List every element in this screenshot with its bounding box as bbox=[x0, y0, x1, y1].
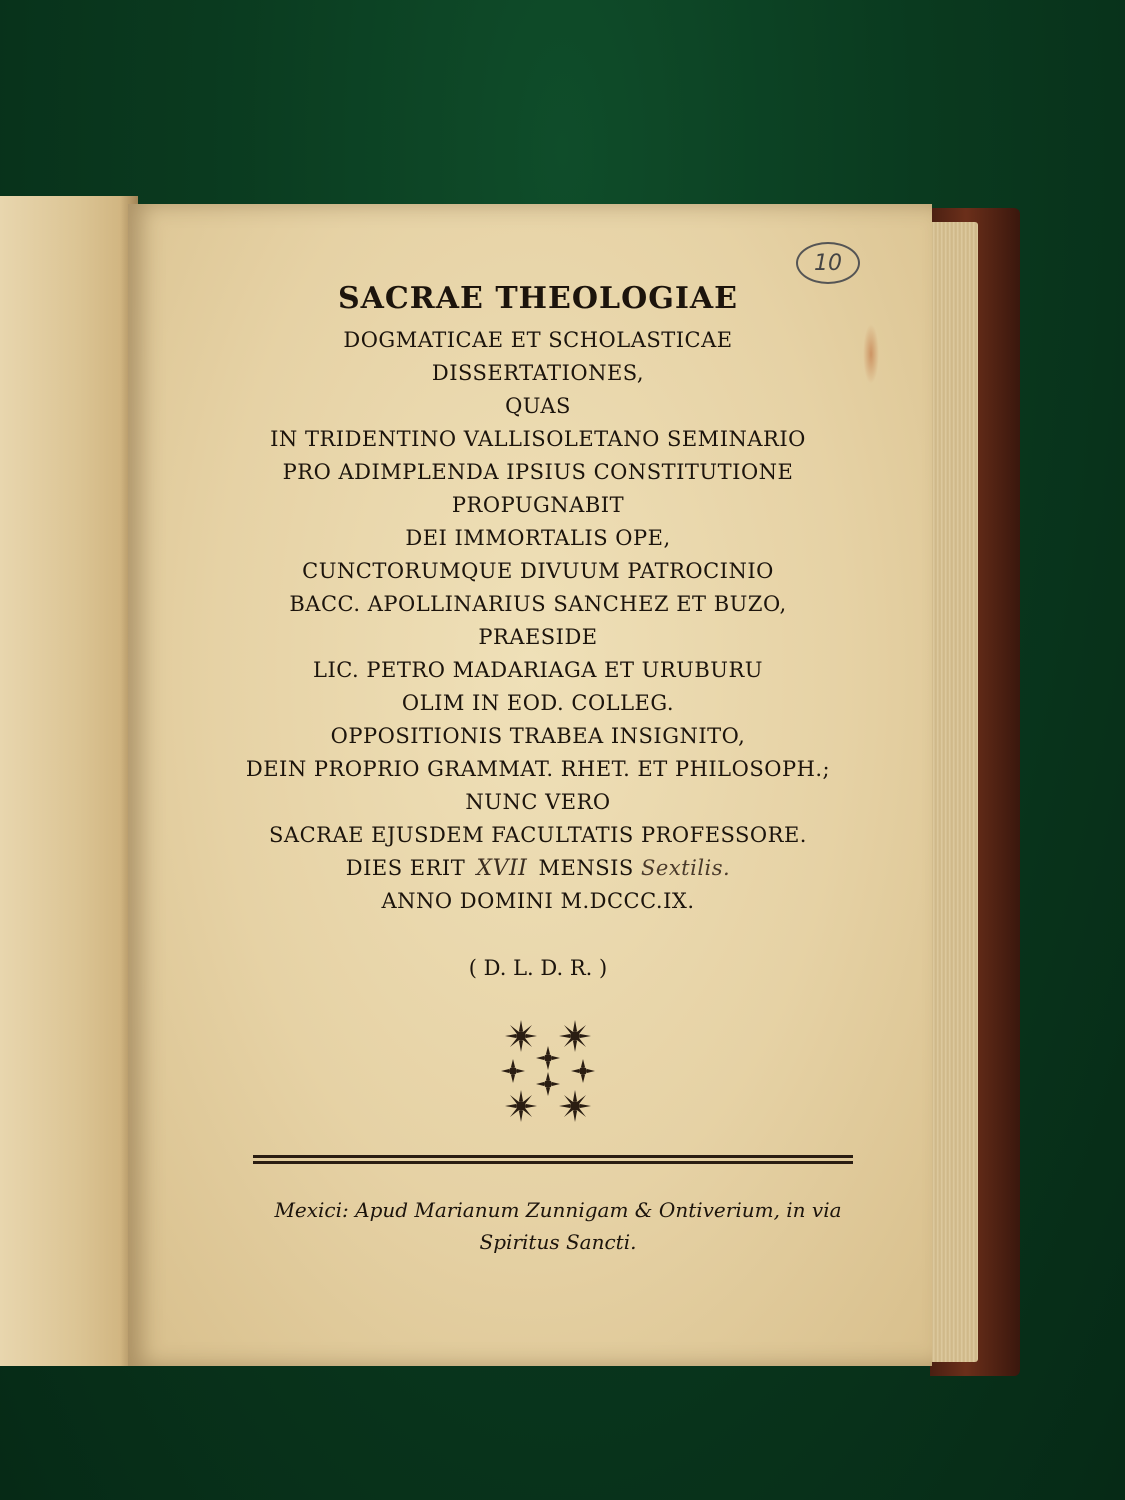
title-line: DISSERTATIONES, bbox=[431, 361, 645, 385]
abbreviation: ( D. L. D. R. ) bbox=[468, 956, 608, 980]
title-line: DEIN PROPRIO GRAMMAT. RHET. ET PHILOSOPH.; bbox=[245, 757, 831, 781]
left-page bbox=[0, 196, 138, 1366]
title-line: IN TRIDENTINO VALLISOLETANO SEMINARIO bbox=[270, 427, 806, 451]
date-line bbox=[188, 858, 888, 891]
title-line: SACRAE EJUSDEM FACULTATIS PROFESSORE. bbox=[269, 823, 807, 847]
title-line: PROPUGNABIT bbox=[451, 493, 625, 517]
folio-number-text: 10 bbox=[814, 250, 842, 276]
title-line: NUNC VERO bbox=[465, 790, 611, 814]
title-line: QUAS bbox=[505, 394, 571, 418]
printer-ornament bbox=[493, 1016, 603, 1126]
title-line: LIC. PETRO MADARIAGA ET URUBURU bbox=[313, 658, 763, 682]
title-line: PRAESIDE bbox=[478, 625, 598, 649]
title-line: OPPOSITIONIS TRABEA INSIGNITO, bbox=[330, 724, 746, 748]
imprint-line-1: Mexici: Apud Marianum Zunnigam & Ontiverium, in via bbox=[274, 1198, 842, 1222]
title-block bbox=[188, 281, 888, 924]
title-line: OLIM IN EOD. COLLEG. bbox=[401, 691, 675, 715]
folio-number bbox=[796, 242, 860, 284]
date-prefix: DIES ERIT bbox=[345, 856, 466, 880]
imprint-line-2: Spiritus Sancti. bbox=[479, 1230, 637, 1254]
title-line: CUNCTORUMQUE DIVUUM PATROCINIO bbox=[302, 559, 774, 583]
year-line: ANNO DOMINI M.DCCC.IX. bbox=[381, 889, 695, 913]
title-line: DEI IMMORTALIS OPE, bbox=[405, 526, 671, 550]
title-line: BACC. APOLLINARIUS SANCHEZ ET BUZO, bbox=[289, 592, 787, 616]
main-title: SACRAE THEOLOGIAE bbox=[337, 281, 739, 316]
imprint bbox=[188, 1194, 928, 1258]
divider-rule bbox=[253, 1154, 853, 1166]
title-page bbox=[128, 204, 932, 1366]
handwritten-month: Sextilis. bbox=[641, 856, 731, 880]
handwritten-day: XVII bbox=[476, 856, 528, 881]
title-line: PRO ADIMPLENDA IPSIUS CONSTITUTIONE bbox=[282, 460, 794, 484]
date-middle: MENSIS bbox=[538, 856, 634, 880]
title-line: DOGMATICAE ET SCHOLASTICAE bbox=[343, 328, 733, 352]
